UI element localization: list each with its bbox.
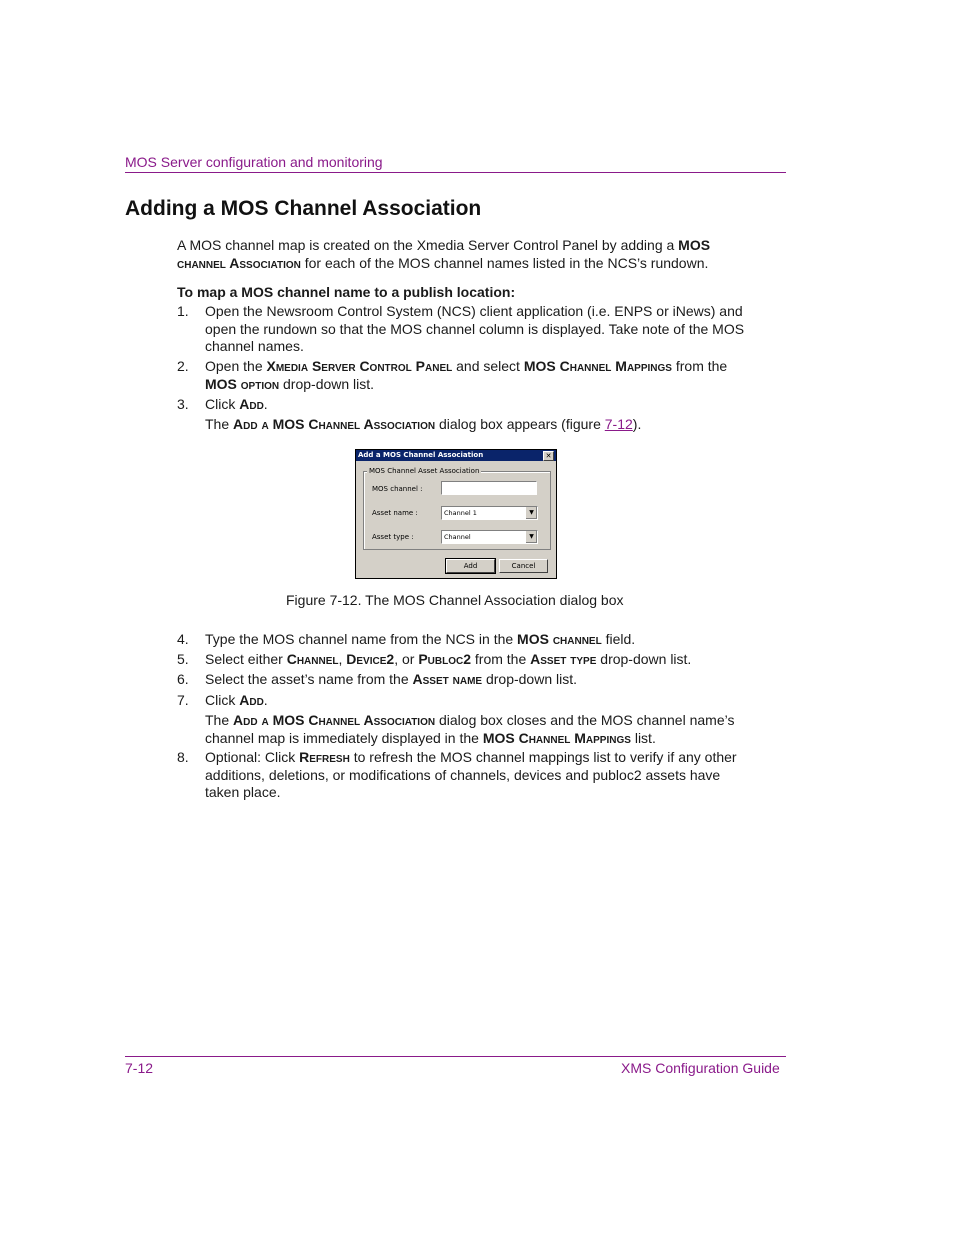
mos-channel-label: MOS channel : (372, 485, 423, 493)
intro-text-2: for each of the MOS channel names listed in the NCS’s rundown. (300, 255, 709, 271)
step-number: 1. (177, 303, 189, 319)
step-7-text: Click Add. (205, 692, 268, 708)
step-5-text: Select either Channel, Device2, or Publoc2 from the Asset type drop-down list. (205, 651, 692, 667)
step-number: 7. (177, 692, 189, 708)
figure-link[interactable]: 7-12 (604, 416, 633, 432)
step-3-note: The Add a MOS Channel Association dialog box appears (figure 7-12). (205, 416, 642, 432)
add-button[interactable]: Add (446, 559, 495, 573)
asset-type-label: Asset type : (372, 533, 414, 541)
chevron-down-icon[interactable]: ▼ (525, 531, 537, 543)
step-number: 5. (177, 651, 189, 667)
procedure-heading: To map a MOS channel name to a publish location: (177, 284, 516, 300)
step-4-text: Type the MOS channel name from the NCS in the MOS channel field. (205, 631, 636, 647)
asset-type-select[interactable] (441, 530, 538, 544)
step-number: 6. (177, 671, 189, 687)
intro-smallcaps: channel Association (177, 255, 301, 271)
chevron-down-icon[interactable]: ▼ (525, 507, 537, 519)
step-6-text: Select the asset’s name from the Asset name drop-down list. (205, 671, 578, 687)
step-number: 2. (177, 358, 189, 374)
dialog-titlebar (356, 450, 556, 461)
cancel-button[interactable]: Cancel (499, 559, 548, 573)
mos-channel-input[interactable] (441, 481, 537, 495)
step-8-text: Optional: Click Refresh to refresh the MOS channel mappings list to verify if any other additions, deletions, or modifications of channels, devices and publoc2 assets have taken place. (205, 749, 737, 800)
step-3-text: Click Add. (205, 396, 268, 412)
intro-bold-mos: MOS (678, 237, 711, 253)
page-number: 7-12 (125, 1060, 154, 1076)
figure-caption: Figure 7-12. The MOS Channel Association dialog box (286, 592, 624, 608)
footer-rule (125, 1056, 786, 1057)
running-header: MOS Server configuration and monitoring (125, 154, 383, 170)
page-title: Adding a MOS Channel Association (125, 197, 482, 220)
step-7-note: The Add a MOS Channel Association dialog box closes and the MOS channel name’s channel map is immediately displayed in the MOS Channel Mappings list. (205, 712, 735, 746)
step-1-text: Open the Newsroom Control System (NCS) client application (i.e. ENPS or iNews) and open the rundown so that the MOS channel column is displayed. Take note of the MOS channel names. (205, 303, 745, 354)
dialog-title: Add a MOS Channel Association (358, 451, 484, 459)
mos-channel-dialog (355, 449, 557, 579)
asset-name-value: Channel 1 (444, 509, 477, 517)
step-number: 4. (177, 631, 189, 647)
guide-title: XMS Configuration Guide (621, 1060, 780, 1076)
intro-text-1: A MOS channel map is created on the Xmedia Server Control Panel by adding a (177, 237, 679, 253)
intro-paragraph (177, 236, 737, 272)
asset-name-label: Asset name : (372, 509, 418, 517)
close-icon[interactable]: ✕ (543, 451, 554, 461)
asset-name-select[interactable] (441, 506, 538, 520)
asset-type-value: Channel (444, 533, 471, 541)
step-number: 3. (177, 396, 189, 412)
header-rule (125, 172, 786, 173)
group-label: MOS Channel Asset Association (369, 467, 480, 475)
step-2-text: Open the Xmedia Server Control Panel and select MOS Channel Mappings from the MOS option drop-down list. (205, 358, 728, 392)
step-number: 8. (177, 749, 189, 765)
